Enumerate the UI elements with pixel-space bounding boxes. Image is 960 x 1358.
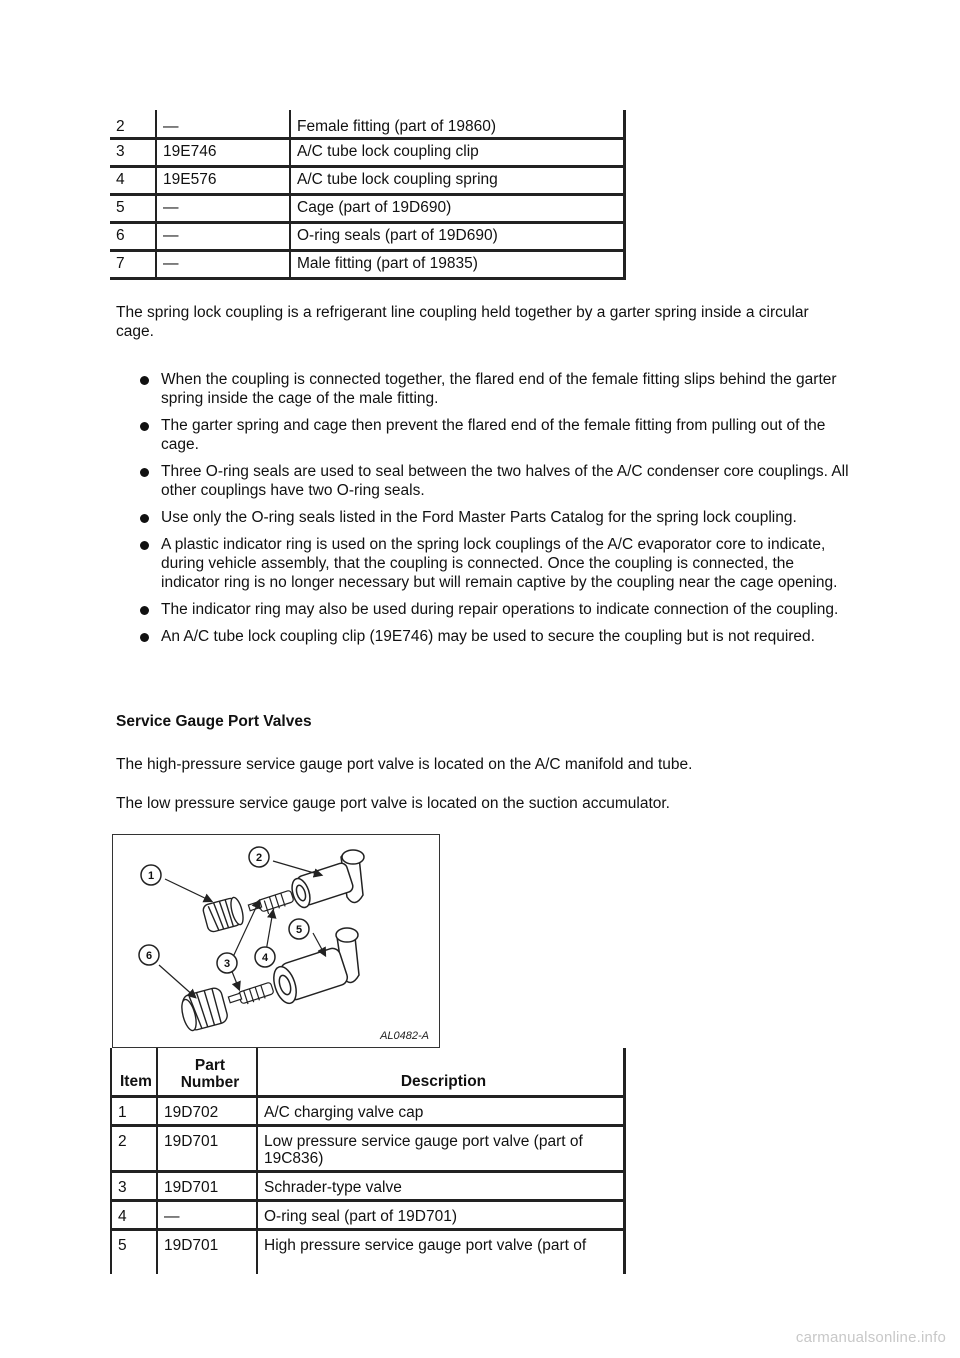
bullet-text: The garter spring and cage then prevent the flared end of the female fitting from pulling out of the cage.: [161, 417, 826, 453]
list-item: [140, 370, 850, 408]
cell-item: 1: [111, 1096, 157, 1125]
svg-text:4: 4: [261, 952, 269, 964]
table-row: [111, 1171, 625, 1200]
cell-desc: Female fitting (part of 19860): [290, 110, 625, 138]
cell-part: 19D702: [157, 1096, 257, 1125]
bullet-text: Three O-ring seals are used to seal between the two halves of the A/C condenser core couplings. All other couplings have two O-ring seals.: [161, 463, 849, 499]
cell-item: 4: [110, 166, 156, 194]
list-item: [140, 600, 850, 619]
bullet-icon: [140, 541, 149, 550]
cell-item: 3: [110, 138, 156, 166]
watermark: carmanualsonline.info: [795, 1329, 946, 1346]
list-item: [140, 416, 850, 454]
valve-illustration: [113, 835, 441, 1049]
bullet-icon: [140, 468, 149, 477]
bullet-text: The indicator ring may also be used during repair operations to indicate connection of the coupling.: [161, 601, 839, 618]
figure-id: AL0482-A: [380, 1030, 429, 1042]
bullet-icon: [140, 376, 149, 385]
bullet-list: [140, 370, 850, 654]
cell-part: —: [156, 110, 290, 138]
low-pressure-paragraph: The low pressure service gauge port valve is located on the suction accumulator.: [116, 795, 670, 812]
cell-part: —: [156, 222, 290, 250]
bullet-text: A plastic indicator ring is used on the spring lock couplings of the A/C evaporator core to indicate, during vehicle assembly, that the coupling is connected. Once the coupling is connected, the indicator ring is no longer necessary but will remain captive by the coupling near the cage opening.: [161, 536, 838, 591]
list-item: [140, 462, 850, 500]
cell-desc: O-ring seal (part of 19D701): [257, 1200, 625, 1229]
cell-desc: High pressure service gauge port valve (part of: [257, 1229, 625, 1274]
cell-desc: Low pressure service gauge port valve (part of 19C836): [257, 1125, 625, 1171]
table-row: [111, 1125, 625, 1171]
cell-part: 19D701: [157, 1229, 257, 1274]
svg-text:6: 6: [145, 950, 153, 962]
callout-6: [139, 945, 159, 965]
bullet-text: When the coupling is connected together, the flared end of the female fitting slips behind the garter spring inside the cage of the male fitting.: [161, 371, 837, 407]
table-row: [110, 250, 625, 278]
cell-desc: A/C tube lock coupling clip: [290, 138, 625, 166]
cell-desc: A/C tube lock coupling spring: [290, 166, 625, 194]
bullet-text: Use only the O-ring seals listed in the Ford Master Parts Catalog for the spring lock coupling.: [161, 509, 797, 526]
list-item: [140, 627, 850, 646]
svg-text:1: 1: [147, 870, 155, 882]
header-part-number: Part Number: [157, 1048, 257, 1096]
header-description: Description: [257, 1048, 625, 1096]
high-pressure-valve-drawing: [270, 928, 359, 1006]
callout-3: [217, 953, 237, 973]
cell-item: 4: [111, 1200, 157, 1229]
high-pressure-paragraph: The high-pressure service gauge port valve is located on the A/C manifold and tube.: [116, 756, 693, 773]
table-row: [110, 110, 625, 138]
bullet-text: An A/C tube lock coupling clip (19E746) may be used to secure the coupling but is not required.: [161, 628, 815, 645]
cell-part: 19D701: [157, 1171, 257, 1200]
table-row: [110, 166, 625, 194]
cell-item: 7: [110, 250, 156, 278]
cell-item: 3: [111, 1171, 157, 1200]
cell-desc: O-ring seals (part of 19D690): [290, 222, 625, 250]
bullet-icon: [140, 606, 149, 615]
cell-part: —: [156, 250, 290, 278]
intro-paragraph: The spring lock coupling is a refrigerant line coupling held together by a garter spring inside a circular cage.: [116, 304, 809, 340]
cell-item: 6: [110, 222, 156, 250]
table-row: [110, 138, 625, 166]
charging-valve-cap-upper: [202, 896, 245, 933]
cell-desc: Cage (part of 19D690): [290, 194, 625, 222]
table-row: [111, 1096, 625, 1125]
callout-5: [289, 919, 309, 939]
cell-item: 5: [111, 1229, 157, 1274]
cell-part: —: [157, 1200, 257, 1229]
callout-2: [249, 847, 269, 867]
low-pressure-valve-drawing: [289, 850, 364, 910]
list-item: [140, 535, 850, 592]
callout-1: [141, 865, 161, 885]
cell-item: 2: [110, 110, 156, 138]
parts-table-top: [110, 110, 626, 280]
parts-table-bottom: [110, 1048, 626, 1274]
table-row: [111, 1229, 625, 1274]
cell-part: 19E576: [156, 166, 290, 194]
cell-part: —: [156, 194, 290, 222]
list-item: [140, 508, 850, 527]
table-row: [110, 222, 625, 250]
bullet-icon: [140, 514, 149, 523]
bullet-icon: [140, 422, 149, 431]
gauge-port-valve-figure: [112, 834, 440, 1048]
cell-desc: Schrader-type valve: [257, 1171, 625, 1200]
cell-part: 19E746: [156, 138, 290, 166]
charging-valve-cap-lower: [179, 986, 229, 1032]
svg-text:3: 3: [223, 958, 231, 970]
cell-part: 19D701: [157, 1125, 257, 1171]
table-row: [110, 194, 625, 222]
cell-item: 2: [111, 1125, 157, 1171]
cell-desc: Male fitting (part of 19835): [290, 250, 625, 278]
schrader-valve-lower: [228, 982, 274, 1004]
bullet-icon: [140, 633, 149, 642]
cell-desc: A/C charging valve cap: [257, 1096, 625, 1125]
svg-text:5: 5: [295, 924, 303, 936]
header-item: Item: [111, 1048, 157, 1096]
table-row: [111, 1200, 625, 1229]
svg-text:2: 2: [255, 852, 263, 864]
section-heading: Service Gauge Port Valves: [116, 713, 312, 730]
cell-item: 5: [110, 194, 156, 222]
callout-4: [255, 947, 275, 967]
